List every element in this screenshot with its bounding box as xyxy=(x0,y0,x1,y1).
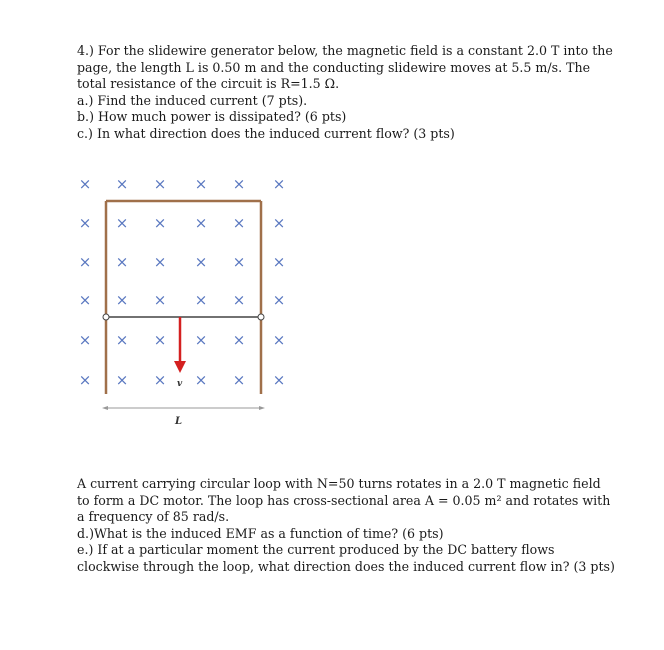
question-1-part-b: b.) How much power is dissipated? (6 pts) xyxy=(77,109,347,125)
field-x-mark: × xyxy=(272,214,286,232)
length-arrow-right xyxy=(259,406,265,410)
field-x-mark: × xyxy=(232,331,246,349)
slidewire xyxy=(103,314,264,320)
length-arrow-left xyxy=(102,406,108,410)
question-1 xyxy=(77,43,617,143)
field-x-mark: × xyxy=(194,214,208,232)
field-x-mark: × xyxy=(115,253,129,271)
field-x-mark: × xyxy=(272,331,286,349)
field-x-mark: × xyxy=(194,175,208,193)
velocity-arrow-head xyxy=(174,361,186,373)
slidewire-contact-right xyxy=(258,314,264,320)
field-x-mark: × xyxy=(232,371,246,389)
field-x-mark: × xyxy=(115,331,129,349)
question-1-intro: 4.) For the slidewire generator below, the magnetic field is a constant 2.0 T into the page, the length L is 0.50 m and the conducting slidewire moves at 5.5 m/s. The total resistance of the circuit is R=1.5 Ω. xyxy=(77,43,613,92)
field-x-mark: × xyxy=(232,214,246,232)
field-x-mark: × xyxy=(272,371,286,389)
field-x-mark: × xyxy=(78,253,92,271)
question-2-intro: A current carrying circular loop with N=50 turns rotates in a 2.0 T magnetic field to form a DC motor. The loop has cross-sectional area A = 0.05 m² and rotates with a frequency of 85 rad/s. xyxy=(77,476,611,525)
velocity-arrow xyxy=(174,317,186,373)
field-x-mark: × xyxy=(78,214,92,232)
field-x-mark: × xyxy=(272,291,286,309)
question-2-part-d: d.)What is the induced EMF as a function of time? (6 pts) xyxy=(77,525,444,541)
field-x-mark: × xyxy=(78,331,92,349)
field-x-mark: × xyxy=(115,371,129,389)
field-x-mark: × xyxy=(194,291,208,309)
field-x-mark: × xyxy=(272,175,286,193)
field-x-mark: × xyxy=(194,331,208,349)
field-x-mark: × xyxy=(78,291,92,309)
field-x-mark: × xyxy=(232,291,246,309)
field-x-mark: × xyxy=(153,253,167,271)
field-x-mark: × xyxy=(194,371,208,389)
field-x-mark: × xyxy=(153,331,167,349)
field-x-mark: × xyxy=(153,175,167,193)
field-x-mark: × xyxy=(115,214,129,232)
length-label: L xyxy=(175,416,183,427)
field-x-mark: × xyxy=(115,291,129,309)
field-x-mark: × xyxy=(194,253,208,271)
field-x-mark: × xyxy=(153,291,167,309)
field-x-mark: × xyxy=(153,214,167,232)
slidewire-contact-left xyxy=(103,314,109,320)
field-x-mark: × xyxy=(78,175,92,193)
field-x-mark: × xyxy=(78,371,92,389)
question-2 xyxy=(77,476,617,576)
magnetic-field-marks xyxy=(79,175,286,389)
field-x-mark: × xyxy=(272,253,286,271)
question-1-part-a: a.) Find the induced current (7 pts). xyxy=(77,92,308,108)
velocity-label: v xyxy=(177,379,183,389)
question-2-part-e: e.) If at a particular moment the current produced by the DC battery flows clockwise through the loop, what direction does the induced current flow in? (3 pts) xyxy=(77,542,615,574)
slidewire-figure xyxy=(66,168,306,428)
question-1-part-c: c.) In what direction does the induced current flow? (3 pts) xyxy=(77,125,455,141)
field-x-mark: × xyxy=(153,371,167,389)
field-x-mark: × xyxy=(232,253,246,271)
length-dimension xyxy=(102,406,265,410)
field-x-mark: × xyxy=(115,175,129,193)
field-x-mark: × xyxy=(232,175,246,193)
